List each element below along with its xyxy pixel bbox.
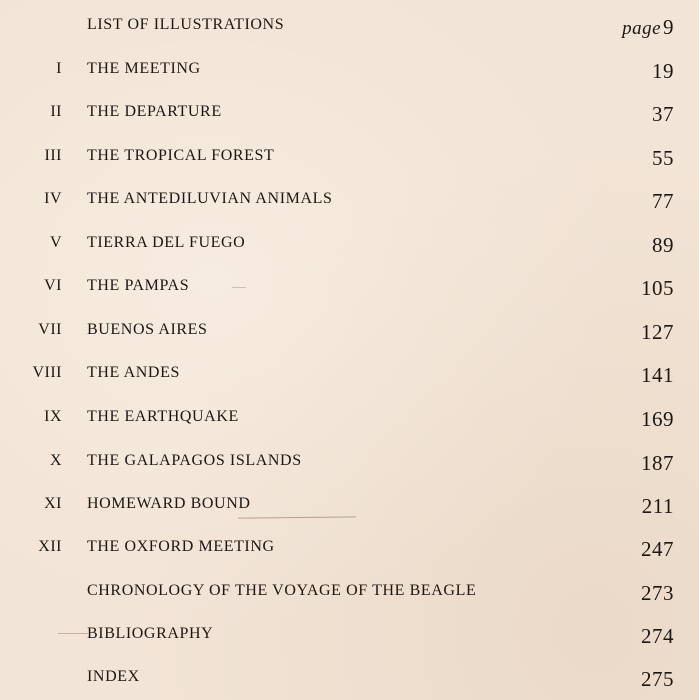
chapter-page: 19 xyxy=(652,59,674,83)
chapter-title: THE MEETING xyxy=(87,60,201,77)
chapter-number: I xyxy=(56,60,62,77)
chapter-number: VI xyxy=(44,277,62,294)
toc-row-chapter-7 xyxy=(0,315,699,345)
toc-row-chapter-8 xyxy=(0,358,699,388)
chapter-number: IX xyxy=(44,408,62,425)
chapter-number: III xyxy=(44,147,62,164)
chapter-page: 141 xyxy=(641,363,674,387)
page-number: 9 xyxy=(663,15,674,39)
back-matter-title: CHRONOLOGY OF THE VOYAGE OF THE BEAGLE xyxy=(87,582,477,599)
page-label: page xyxy=(622,18,661,39)
chapter-number: X xyxy=(49,452,62,469)
back-matter-page: 274 xyxy=(641,624,674,648)
chapter-title: BUENOS AIRES xyxy=(87,321,208,338)
chapter-page: 169 xyxy=(641,407,674,431)
toc-row-bibliography xyxy=(0,619,699,649)
chapter-number: V xyxy=(49,234,62,251)
back-matter-title: INDEX xyxy=(87,668,140,685)
chapter-title: THE OXFORD MEETING xyxy=(87,538,275,555)
toc-row-chapter-12 xyxy=(0,532,699,562)
toc-row-chapter-4 xyxy=(0,184,699,214)
chapter-title: THE TROPICAL FOREST xyxy=(87,147,275,164)
toc-row-index xyxy=(0,662,699,692)
toc-row-chapter-3 xyxy=(0,141,699,171)
chapter-title: TIERRA DEL FUEGO xyxy=(87,234,246,251)
chapter-page: 55 xyxy=(652,146,674,170)
chapter-title: THE ANTEDILUVIAN ANIMALS xyxy=(87,190,333,207)
chapter-page: 187 xyxy=(641,451,674,475)
toc-row-chapter-9 xyxy=(0,402,699,432)
chapter-number: IV xyxy=(44,190,62,207)
chapter-page: 37 xyxy=(652,102,674,126)
chapter-title: THE GALAPAGOS ISLANDS xyxy=(87,452,302,469)
toc-entry-title: LIST OF ILLUSTRATIONS xyxy=(87,16,285,33)
toc-row-chapter-2 xyxy=(0,97,699,127)
chapter-page: 247 xyxy=(641,537,674,561)
toc-row-illustrations xyxy=(0,10,699,40)
chapter-page: 105 xyxy=(641,276,674,300)
toc-row-chapter-10 xyxy=(0,446,699,476)
chapter-title: THE EARTHQUAKE xyxy=(87,408,239,425)
chapter-title: THE ANDES xyxy=(87,364,180,381)
chapter-number: XI xyxy=(44,495,62,512)
chapter-title: THE PAMPAS xyxy=(87,277,190,294)
back-matter-title: BIBLIOGRAPHY xyxy=(87,625,214,642)
chapter-title: THE DEPARTURE xyxy=(87,103,222,120)
toc-row-chapter-6 xyxy=(0,271,699,301)
chapter-page: 127 xyxy=(641,320,674,344)
back-matter-page: 275 xyxy=(641,667,674,691)
chapter-number: VIII xyxy=(32,364,62,381)
chapter-page: 77 xyxy=(652,189,674,213)
toc-row-chronology xyxy=(0,576,699,606)
chapter-number: II xyxy=(50,103,62,120)
chapter-number: VII xyxy=(38,321,62,338)
toc-entry-page xyxy=(622,12,674,44)
toc-row-chapter-5 xyxy=(0,228,699,258)
toc-row-chapter-11 xyxy=(0,489,699,519)
back-matter-page: 273 xyxy=(641,581,674,605)
chapter-page: 89 xyxy=(652,233,674,257)
chapter-title: HOMEWARD BOUND xyxy=(87,495,251,512)
pencil-dash-mark xyxy=(58,633,88,634)
chapter-page: 211 xyxy=(641,494,674,518)
chapter-number: XII xyxy=(38,538,62,555)
pencil-dash-mark xyxy=(232,287,246,288)
toc-row-chapter-1 xyxy=(0,54,699,84)
